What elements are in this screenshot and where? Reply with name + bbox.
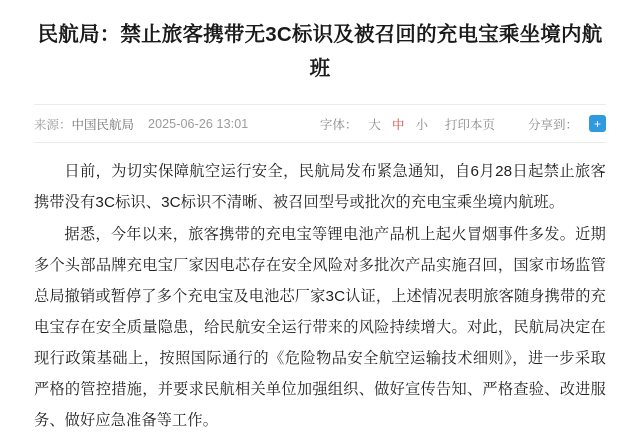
page-title: 民航局：禁止旅客携带无3C标识及被召回的充电宝乘坐境内航班: [37, 23, 603, 80]
article-meta-bar: [34, 104, 606, 143]
publish-date: 2025-06-26 13:01: [148, 116, 249, 131]
font-size-large-button[interactable]: 大: [368, 117, 381, 132]
meta-source-group: [34, 115, 320, 133]
plus-icon[interactable]: +: [589, 115, 606, 132]
source-name: 中国民航局: [71, 117, 135, 132]
article-body: [34, 143, 606, 436]
share-label: 分享到：: [527, 117, 578, 132]
print-page-link[interactable]: 打印本页: [444, 117, 495, 132]
font-size-medium-button[interactable]: 中: [391, 117, 405, 132]
meta-tools-group: [320, 115, 606, 133]
article-paragraph: 日前，为切实保障航空运行安全，民航局发布紧急通知，自6月28日起禁止旅客携带没有3C标识、3C标识不清晰、被召回型号或批次的充电宝乘坐境内航班。: [34, 163, 606, 211]
source-label-text: 来源：: [34, 117, 72, 132]
source-label: [34, 115, 134, 133]
font-size-small-button[interactable]: 小: [415, 117, 428, 132]
font-size-label: 字体：: [319, 117, 358, 132]
article-paragraph: 据悉，今年以来，旅客携带的充电宝等锂电池产品机上起火冒烟事件多发。近期多个头部品牌充电宝厂家因电芯存在安全风险对多批次产品实施召回，国家市场监管总局撤销或暂停了多个充电宝及电池芯厂家3C认证，上述情况表明旅客随身携带的充电宝存在安全质量隐患，给民航安全运行带来的风险持续增大。对此，民航局决定在现行政策基础上，按照国际通行的《危险物品安全航空运输技术细则》，进一步采取严格的管控措施，并要求民航相关单位加强组织、做好宣传告知、严格查验、改进服务、做好应急准备等工作。: [34, 226, 606, 429]
